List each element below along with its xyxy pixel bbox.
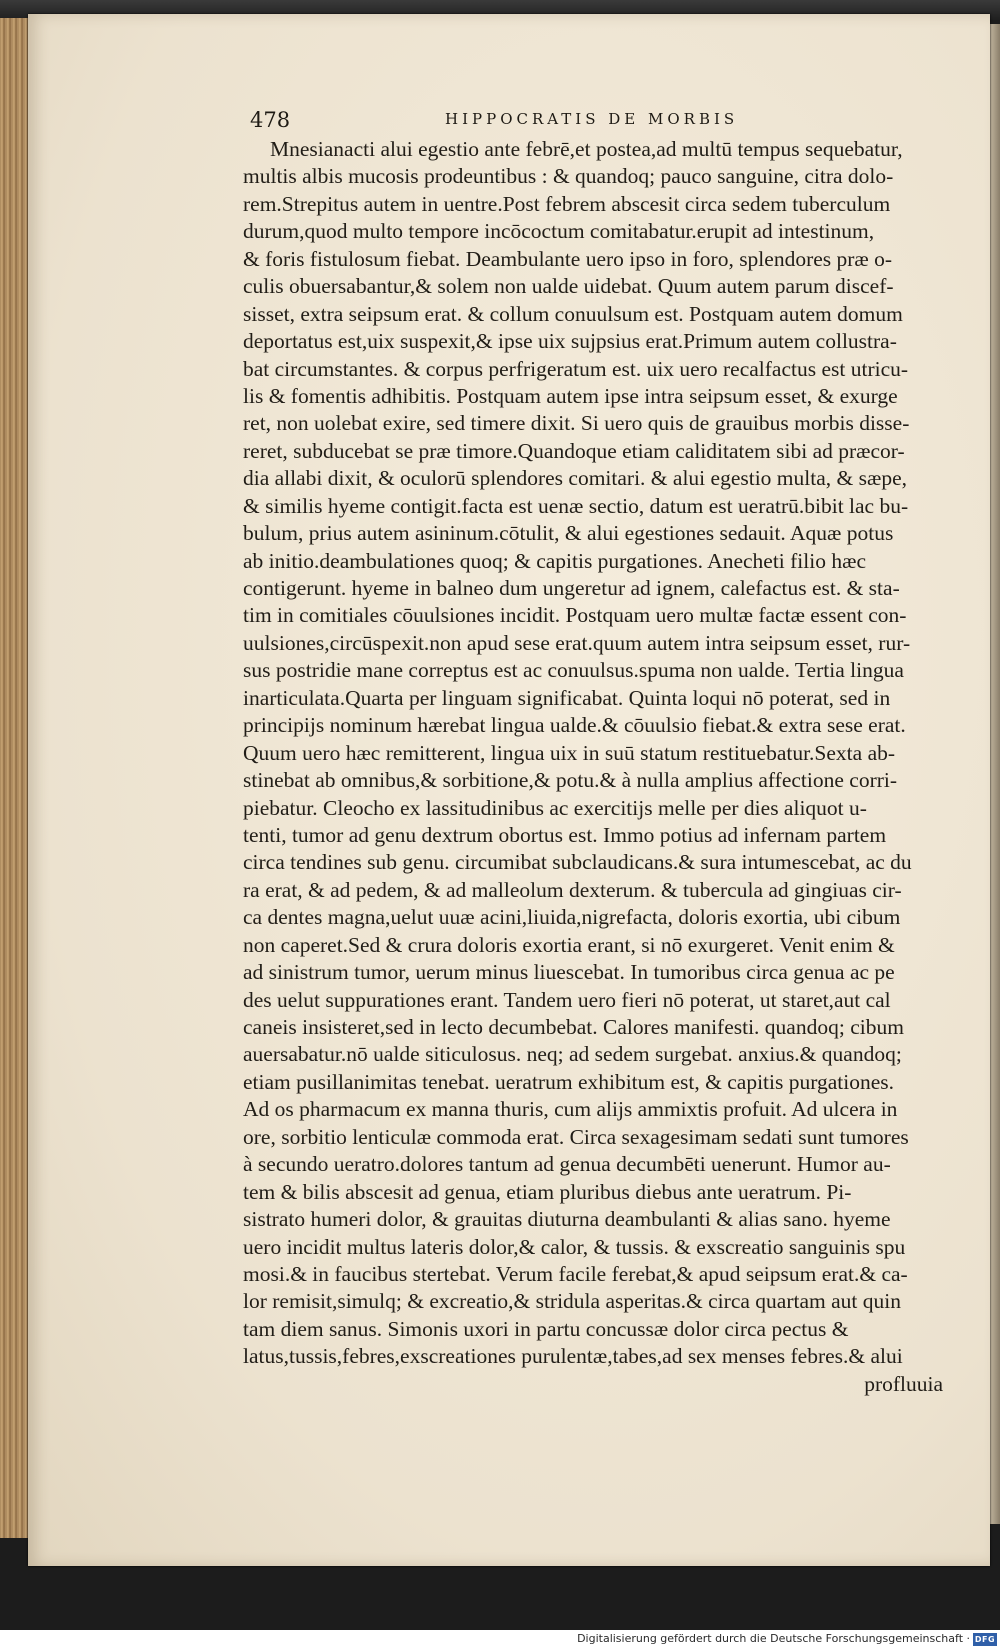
text-line: inarticulata.Quarta per linguam significabat. Quinta loqui nō poterat, sed in [243, 685, 891, 710]
text-line: Quum uero hæc remitterent, lingua uix in suū statum restituebatur.Sexta ab- [243, 740, 896, 765]
text-line: circa tendines sub genu. circumibat subclaudicans.& sura intumescebat, ac du [243, 850, 912, 875]
text-line: tim in comitiales cōuulsiones incidit. Postquam uero multæ factæ essent con- [243, 603, 907, 628]
text-line: uulsiones,circūspexit.non apud sese erat.quum autem intra seipsum esset, rur- [243, 630, 911, 655]
digitization-footer [0, 1630, 1000, 1649]
text-line: bat circumstantes. & corpus perfrigeratum est. uix uero recalfactus est utricu- [243, 356, 909, 381]
text-line: ad sinistrum tumor, uerum minus liuescebat. In tumoribus circa genua ac pe [243, 960, 895, 985]
text-line: caneis insisteret,sed in lecto decumbebat. Calores manifesti. quandoq; cibum [243, 1015, 904, 1039]
text-line: ret, non uolebat exire, sed timere dixit. Si uero quis de grauibus morbis disse- [243, 411, 910, 436]
funding-credit: Digitalisierung gefördert durch die Deutsche Forschungsgemeinschaft · [577, 1632, 970, 1645]
running-head [250, 108, 810, 132]
text-line: principijs nominum hærebat lingua ualde.& cōuulsio fiebat.& extra sese erat. [243, 713, 906, 738]
text-line: tem & bilis abscesit ad genua, etiam pluribus diebus ante ueratrum. Pi- [243, 1179, 852, 1204]
text-line: ra erat, & ad pedem, & ad malleolum dexterum. & tubercula ad gingiuas cir- [243, 877, 902, 902]
text-line: dia allabi dixit, & oculorū splendores comitari. & alui egestio multa, & sæpe, [243, 466, 907, 491]
text-line: auersabatur.nō ualde siticulosus. neq; ad sedem surgebat. anxius.& quandoq; [243, 1042, 902, 1067]
text-line: culis obuersabantur,& solem non ualde uidebat. Quum autem parum discef- [243, 274, 894, 299]
dfg-logo-icon: DFG [974, 1635, 996, 1644]
text-line: lis & fomentis adhibitis. Postquam autem ipse intra seipsum esset, & exurge [243, 383, 898, 408]
text-line: latus,tussis,febres,exscreationes purulentæ,tabes,ad sex menses febres.& alui [243, 1344, 903, 1369]
text-line: Mnesianacti alui egestio ante febrē,et postea,ad multū tempus sequebatur, [270, 137, 903, 161]
text-line: stinebat ab omnibus,& sorbitione,& potu.& à nulla amplius affectione corri- [243, 768, 898, 793]
catchword: profluuia [864, 1371, 943, 1396]
text-line: tam diem sanus. Simonis uxori in partu concussæ dolor circa pectus & [243, 1316, 849, 1341]
running-title: HIPPOCRATIS DE MORBIS [445, 110, 739, 128]
text-line: tenti, tumor ad genu dextrum obortus est. Immo potius ad infernam partem [243, 822, 887, 847]
text-line: rem.Strepitus autem in uentre.Post febrem abscesit circa sedem tuberculum [243, 191, 891, 216]
text-line: multis albis mucosis prodeuntibus : & quandoq; pauco sanguine, citra dolo- [243, 164, 894, 189]
text-line: reret, subducebat se præ timore.Quandoque etiam caliditatem sibi ad præcor- [243, 438, 905, 463]
text-line: des uelut suppurationes erant. Tandem uero fieri nō poterat, ut staret,aut cal [243, 987, 891, 1012]
text-line: ore, sorbitio lenticulæ commoda erat. Circa sexagesimam sedati sunt tumores [243, 1124, 909, 1149]
text-line: deportatus est,uix suspexit,& ipse uix sujpsius erat.Primum autem collustra- [243, 329, 897, 354]
text-line: sistrato humeri dolor, & grauitas diuturna deambulanti & alias sano. hyeme [243, 1207, 891, 1232]
text-line: ab initio.deambulationes quoq; & capitis purgationes. Anecheti filio hæc [243, 548, 866, 573]
text-line: ca dentes magna,uelut uuæ acini,liuida,nigrefacta, doloris exortia, ubi cibum [243, 905, 901, 930]
text-line: mosi.& in faucibus stertebat. Verum facile ferebat,& apud seipsum erat.& ca- [243, 1261, 908, 1286]
text-line: & similis hyeme contigit.facta est uenæ sectio, datum est ueratrū.bibit lac bu- [243, 493, 909, 518]
text-line: Ad os pharmacum ex manna thuris, cum alijs ammixtis profuit. Ad ulcera in [243, 1097, 898, 1122]
body-text [243, 136, 943, 1398]
text-line: piebatur. Cleocho ex lassitudinibus ac exercitijs melle per dies aliquot u- [243, 795, 867, 820]
text-line: sus postridie mane correptus est ac conuulsus.spuma non ualde. Tertia lingua [243, 658, 904, 683]
text-line: non caperet.Sed & crura doloris exortia erant, si nō exurgeret. Venit enim & [243, 932, 895, 957]
text-line: etiam pusillanimitas tenebat. ueratrum exhibitum est, & capitis purgationes. [243, 1069, 895, 1094]
page-number: 478 [250, 108, 291, 132]
text-line: & foris fistulosum fiebat. Deambulante uero ipso in foro, splendores præ o- [243, 246, 893, 271]
text-line: uero incidit multus lateris dolor,& calor, & tussis. & exscreatio sanguinis spu [243, 1234, 906, 1259]
text-line: contigerunt. hyeme in balneo dum ungeretur ad ignem, calefactus est. & sta- [243, 576, 900, 600]
text-line: durum,quod multo tempore incōcoctum comitabatur.erupit ad intestinum, [243, 219, 875, 244]
text-line: sisset, extra seipsum erat. & collum conuulsum est. Postquam autem domum [243, 301, 903, 326]
book-fore-edge [0, 18, 30, 1538]
text-line: bulum, prius autem asininum.cōtulit, & alui egestiones sedauit. Aquæ potus [243, 521, 894, 546]
text-line: lor remisit,simulq; & excreatio,& stridula asperitas.& circa quartam aut quin [243, 1289, 901, 1314]
text-line: à secundo ueratro.dolores tantum ad genua decumbēti uenerunt. Humor au- [243, 1152, 891, 1177]
